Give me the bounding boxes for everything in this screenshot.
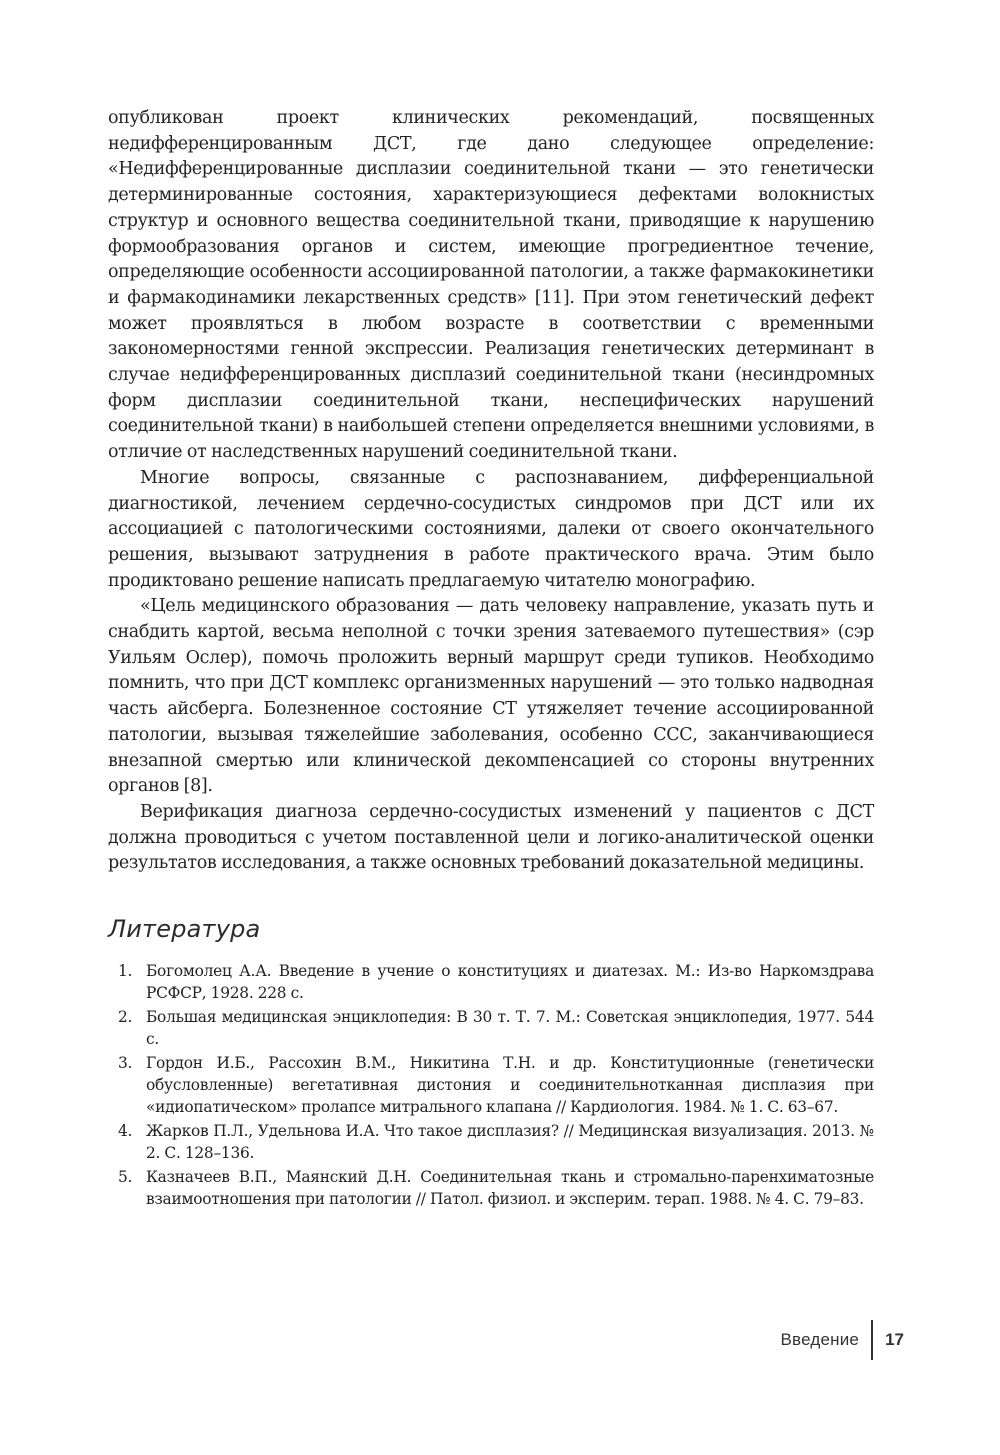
reference-item (108, 961, 874, 1004)
references-heading: Литература (108, 915, 261, 944)
body-paragraph: Многие вопросы, связанные с распознаванием, дифференциальной диагностикой, лечением сердечно-сосудистых синдромов при ДСТ или их ассоциацией с патологическими состояниями, далеки от своего окончательного решения, вызывают затруднения в работе практического врача. Этим было продиктовано решение написать предлагаемую читателю монографию. (108, 467, 874, 591)
reference-text: Большая медицинская энциклопедия: В 30 т. Т. 7. М.: Советская энциклопедия, 1977. 544 с. (146, 1008, 874, 1048)
reference-item (108, 1121, 874, 1164)
body-paragraph: опубликован проект клинических рекомендаций, посвященных недифференцированным ДСТ, где дано следующее определение: «Недифференцированные дисплазии соединительной ткани — это генетически детерминированные состояния, характеризующиеся дефектами волокнистых структур и основного вещества соединительной ткани, приводящие к нарушению формообразования органов и систем, имеющие прогредиентное течение, определяющие особенности ассоциированной патологии, а также фармакокинетики и фармакодинамики лекарственных средств» [11]. При этом генетический дефект может проявляться в любом возрасте в соответствии с временными закономерностями генной экспрессии. Реализация генетических детерминант в случае недифференцированных дисплазий соединительной ткани (несиндромных форм дисплазии соединительной ткани, неспецифических нарушений соединительной ткани) в наибольшей степени определяется внешними условиями, в отличие от наследственных нарушений соединительной ткани. (108, 108, 874, 463)
reference-text: Богомолец А.А. Введение в учение о конституциях и диатезах. М.: Из-во Наркомздрава РСФСР, 1928. 228 с. (146, 962, 874, 1002)
page-footer (781, 1320, 905, 1360)
reference-item (108, 1167, 874, 1210)
reference-number: 1. (118, 962, 133, 981)
body-paragraph: Верификация диагноза сердечно-сосудистых изменений у пациентов с ДСТ должна проводиться с учетом поставленной цели и логико-аналитической оценки результатов исследования, а также основных требований доказательной медицины. (108, 801, 874, 874)
page-content (108, 106, 874, 1214)
reference-text: Жарков П.Л., Удельнова И.А. Что такое дисплазия? // Медицинская визуализация. 2013. № 2. С. 128–136. (146, 1122, 874, 1162)
body-paragraph: «Цель медицинского образования — дать человеку направление, указать путь и снабдить картой, весьма неполной с точки зрения затеваемого путешествия» (сэр Уильям Ослер), помочь проложить верный маршрут среди тупиков. Необходимо помнить, что при ДСТ комплекс организменных нарушений — это только надводная часть айсберга. Болезненное состояние СТ утяжеляет течение ассоциированной патологии, вызывая тяжелейшие заболевания, особенно ССС, заканчивающиеся внезапной смертью или клинической декомпенсацией со стороны внутренних органов [8]. (108, 596, 874, 797)
reference-number: 3. (118, 1054, 133, 1073)
page-number: 17 (885, 1330, 904, 1349)
running-footer-section: Введение (780, 1330, 860, 1349)
references-list (108, 961, 874, 1211)
reference-number: 5. (118, 1168, 133, 1187)
reference-item (108, 1007, 874, 1050)
reference-text: Гордон И.Б., Рассохин В.М., Никитина Т.Н. и др. Конституционные (генетически обусловленные) вегетативная дистония и соединительнотканная дисплазия при «идиопатическом» пролапсе митрального клапана // Кардиология. 1984. № 1. С. 63–67. (146, 1054, 874, 1116)
reference-number: 2. (118, 1008, 133, 1027)
reference-text: Казначеев В.П., Маянский Д.Н. Соединительная ткань и стромально-паренхиматозные взаимоотношения при патологии // Патол. физиол. и эксперим. терап. 1988. № 4. С. 79–83. (146, 1168, 874, 1209)
reference-item (108, 1053, 874, 1118)
reference-number: 4. (118, 1122, 133, 1141)
